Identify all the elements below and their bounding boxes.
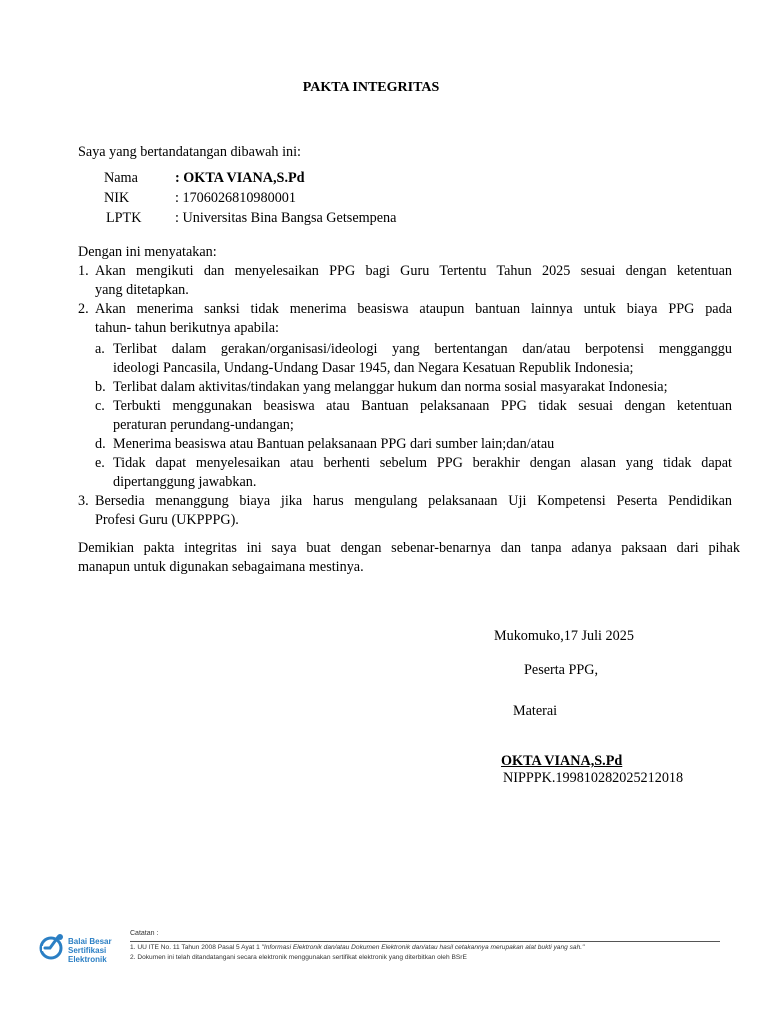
item-number: 2.	[78, 301, 89, 317]
signer-name: OKTA VIANA,S.Pd	[501, 753, 623, 769]
item-number: 3.	[78, 493, 89, 509]
sub-list-item	[113, 454, 732, 492]
subitem-letter: d.	[95, 436, 106, 452]
signer-nipppk: NIPPPK.199810282025212018	[503, 770, 684, 786]
list-item-line: Akan mengikuti dan menyelesaikan PPG bagi Guru Tertentu Tahun 2025 sesuai dengan ketentuan	[95, 263, 732, 279]
identity-value: : 1706026810980001	[175, 190, 296, 206]
list-item	[95, 300, 732, 338]
identity-row-name	[104, 169, 305, 188]
closing-line: manapun untuk digunakan sebagaimana mestinya.	[78, 559, 364, 575]
subitem-letter: c.	[95, 398, 105, 414]
list-item-line: Menerima beasiswa atau Bantuan pelaksanaan PPG dari sumber lain;dan/atau	[113, 436, 555, 452]
bsre-logo-text	[68, 937, 112, 964]
sub-list-item	[113, 397, 732, 435]
item-number: 1.	[78, 263, 89, 279]
list-item	[95, 262, 732, 300]
notes-divider	[130, 941, 720, 942]
note-1	[130, 944, 584, 951]
subitem-letter: e.	[95, 455, 105, 471]
list-item-line: Terlibat dalam gerakan/organisasi/ideologi yang bertentangan dan/atau berpotensi mengganggu	[113, 341, 732, 357]
declare-intro: Dengan ini menyatakan:	[78, 244, 217, 260]
logo-line: Sertifikasi	[68, 946, 107, 955]
list-item-line: peraturan perundang-undangan;	[113, 417, 294, 433]
identity-value: : Universitas Bina Bangsa Getsempena	[175, 210, 397, 226]
list-item	[95, 492, 732, 530]
materai-placeholder: Materai	[513, 703, 558, 719]
notes-header: Catatan :	[130, 930, 159, 937]
document-title: PAKTA INTEGRITAS	[302, 80, 440, 95]
sub-list-item	[113, 435, 732, 454]
list-item-line: dipertanggung jawabkan.	[113, 474, 257, 490]
subitem-letter: b.	[95, 379, 106, 395]
intro-text: Saya yang bertandatangan dibawah ini:	[78, 144, 301, 160]
logo-line: Balai Besar	[68, 937, 112, 946]
bsre-logo	[38, 929, 118, 969]
identity-row-nik	[104, 189, 296, 208]
identity-value: : OKTA VIANA,S.Pd	[175, 170, 305, 186]
list-item-line: Bersedia menanggung biaya jika harus mengulang pelaksanaan Uji Kompetensi Peserta Pendidikan	[95, 493, 732, 509]
sub-list-item	[113, 378, 732, 397]
identity-row-lptk	[106, 209, 396, 228]
list-item-line: Profesi Guru (UKPPPG).	[95, 512, 239, 528]
note-1-prefix: 1. UU ITE No. 11 Tahun 2008 Pasal 5 Ayat 1	[130, 944, 262, 951]
identity-label: LPTK	[106, 210, 142, 226]
list-item-line: tahun- tahun berikutnya apabila:	[95, 320, 279, 336]
identity-label: Nama	[104, 170, 138, 186]
sub-list-item	[113, 340, 732, 378]
identity-label: NIK	[104, 190, 130, 206]
subitem-letter: a.	[95, 341, 105, 357]
note-1-quote: "Informasi Elektronik dan/atau Dokumen Elektronik dan/atau hasil cetakannya merupakan alat bukti yang sah."	[261, 944, 585, 951]
list-item-line: ideologi Pancasila, Undang-Undang Dasar 1945, dan Negara Kesatuan Republik Indonesia;	[113, 360, 634, 376]
logo-line: Elektronik	[68, 955, 107, 964]
signer-role: Peserta PPG,	[524, 662, 599, 678]
closing-line: Demikian pakta integritas ini saya buat dengan sebenar-benarnya dan tanpa adanya paksaan dari pihak	[78, 540, 740, 556]
list-item-line: Terbukti menggunakan beasiswa atau Bantuan pelaksanaan PPG tidak sesuai dengan ketentuan	[113, 398, 732, 414]
list-item-line: Terlibat dalam aktivitas/tindakan yang melanggar hukum dan norma sosial masyarakat Indonesia;	[113, 379, 668, 395]
list-item-line: yang ditetapkan.	[95, 282, 189, 298]
closing-paragraph	[78, 539, 740, 577]
footer-certification	[38, 925, 738, 975]
note-2: 2. Dokumen ini telah ditandatangani secara elektronik menggunakan sertifikat elektronik yang diterbitkan oleh BSrE	[130, 954, 467, 961]
list-item-line: Tidak dapat menyelesaikan atau berhenti sebelum PPG berakhir dengan alasan yang tidak dapat	[113, 455, 732, 471]
bsre-logo-icon	[38, 929, 68, 963]
list-item-line: Akan menerima sanksi tidak menerima beasiswa ataupun bantuan lainnya untuk biaya PPG pada	[95, 301, 732, 317]
place-date: Mukomuko,17 Juli 2025	[494, 628, 634, 644]
